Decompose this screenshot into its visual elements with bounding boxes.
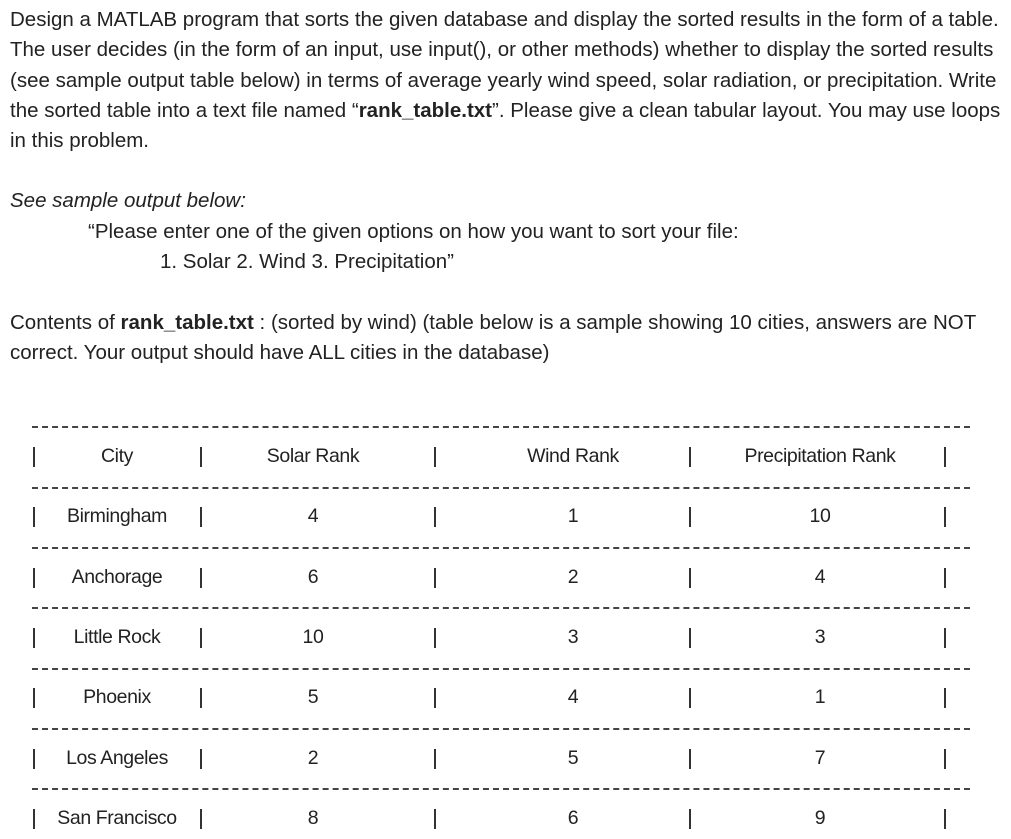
pipe-separator bbox=[689, 568, 691, 588]
pipe-separator bbox=[689, 507, 691, 527]
table-cell: 2 bbox=[307, 747, 319, 769]
dashed-separator bbox=[32, 668, 970, 670]
dashed-separator bbox=[32, 788, 970, 790]
pipe-separator bbox=[434, 688, 436, 708]
table-cell: 4 bbox=[567, 686, 579, 708]
table-row bbox=[0, 507, 1011, 537]
table-row bbox=[0, 568, 1011, 598]
pipe-separator bbox=[944, 568, 946, 588]
table-row bbox=[0, 809, 1011, 839]
pipe-separator bbox=[689, 628, 691, 648]
pipe-separator bbox=[944, 688, 946, 708]
table-cell: Birmingham bbox=[66, 505, 168, 527]
table-cell: 7 bbox=[814, 747, 826, 769]
table-header-row bbox=[0, 447, 1011, 477]
dashed-separator bbox=[32, 607, 970, 609]
pipe-separator bbox=[434, 447, 436, 467]
pipe-separator bbox=[944, 628, 946, 648]
table-cell: 10 bbox=[302, 626, 324, 648]
column-header: Wind Rank bbox=[527, 445, 619, 467]
table-cell: 10 bbox=[809, 505, 831, 527]
table-cell: 3 bbox=[814, 626, 826, 648]
statement-text-end: ”. Please give a clean tabular layout. You may use loops in this problem. bbox=[10, 98, 1001, 153]
pipe-separator bbox=[434, 628, 436, 648]
filename: rank_table.txt bbox=[358, 98, 493, 122]
pipe-separator bbox=[434, 749, 436, 769]
pipe-separator bbox=[944, 749, 946, 769]
table-cell: San Francisco bbox=[57, 807, 177, 829]
table-cell: 8 bbox=[307, 807, 319, 829]
pipe-separator bbox=[434, 809, 436, 829]
column-header: Precipitation Rank bbox=[744, 445, 896, 467]
table-row bbox=[0, 628, 1011, 658]
pipe-separator bbox=[944, 507, 946, 527]
table-cell: 9 bbox=[814, 807, 826, 829]
table-cell: Phoenix bbox=[83, 686, 151, 708]
table-cell: Anchorage bbox=[71, 566, 163, 588]
table-cell: Los Angeles bbox=[66, 747, 168, 769]
table-cell: 4 bbox=[307, 505, 319, 527]
table-cell: 5 bbox=[307, 686, 319, 708]
pipe-separator bbox=[689, 809, 691, 829]
contents-suffix: : (sorted by wind) (table below is a sample showing 10 cities, answers are NOT correct. Your output should have ALL cities in the database) bbox=[10, 311, 976, 365]
column-header: Solar Rank bbox=[266, 445, 360, 467]
table-cell: 6 bbox=[567, 807, 579, 829]
prompt-line-2: 1. Solar 2. Wind 3. Precipitation” bbox=[160, 250, 454, 273]
pipe-separator bbox=[944, 809, 946, 829]
table-row bbox=[0, 749, 1011, 779]
contents-prefix: Contents of bbox=[10, 311, 121, 334]
column-header: City bbox=[101, 445, 133, 467]
table-cell: 2 bbox=[567, 566, 579, 588]
pipe-separator bbox=[689, 749, 691, 769]
dashed-separator bbox=[32, 728, 970, 730]
dashed-separator bbox=[32, 547, 970, 549]
pipe-separator bbox=[944, 447, 946, 467]
pipe-separator bbox=[434, 507, 436, 527]
table-cell: Little Rock bbox=[73, 626, 161, 648]
table-row bbox=[0, 688, 1011, 718]
table-cell: 3 bbox=[567, 626, 579, 648]
table-cell: 1 bbox=[567, 505, 579, 527]
pipe-separator bbox=[689, 447, 691, 467]
prompt-line-1: “Please enter one of the given options on how you want to sort your file: bbox=[88, 220, 739, 243]
dashed-separator bbox=[32, 426, 970, 428]
pipe-separator bbox=[434, 568, 436, 588]
sample-heading: See sample output below: bbox=[10, 189, 246, 212]
contents-filename: rank_table.txt bbox=[120, 311, 254, 334]
dashed-separator bbox=[32, 487, 970, 489]
table-cell: 5 bbox=[567, 747, 579, 769]
table-cell: 4 bbox=[814, 566, 826, 588]
table-cell: 6 bbox=[307, 566, 319, 588]
table-cell: 1 bbox=[814, 686, 826, 708]
pipe-separator bbox=[689, 688, 691, 708]
statement-text: Design a MATLAB program that sorts the given database and display the sorted results in the form of a table. The user decides (in the form of an input, use input(), or other methods) whether to display the sorted results (see sample output table below) in terms of average yearly wind speed, solar radiation, or precipitation. Write the sorted table into a text file named “ bbox=[10, 8, 999, 122]
